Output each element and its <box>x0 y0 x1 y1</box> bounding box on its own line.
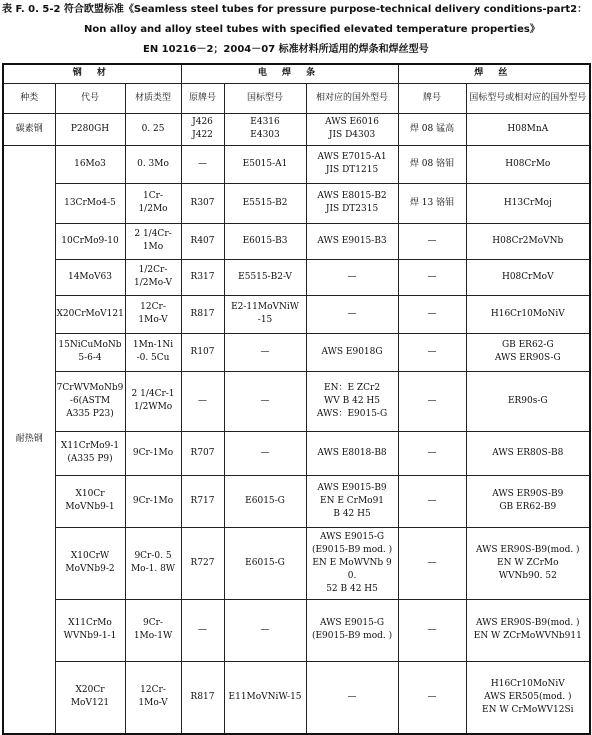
column-header-wire-grade: 牌号 <box>398 83 466 113</box>
cell-material-type: 9Cr-0. 5 Mo-1. 8W <box>125 527 181 599</box>
cell-material-type: 2 1/4Cr-1 1/2WMo <box>125 371 181 431</box>
cell-material-type: 9Cr-1Mo <box>125 431 181 475</box>
cell-wire-model: GB ER62-G AWS ER90S-G <box>466 333 590 371</box>
cell-original-grade: R407 <box>181 223 224 259</box>
cell-wire-model: AWS ER90S-B9 GB ER62-B9 <box>466 475 590 527</box>
cell-gb-model: E5015-A1 <box>224 145 306 183</box>
cell-material-type: 0. 25 <box>125 113 181 145</box>
cell-code: 13CrMo4-5 <box>55 183 125 223</box>
cell-wire-grade: 焊 08 锰高 <box>398 113 466 145</box>
cell-code: X20CrMoV121 <box>55 295 125 333</box>
cell-original-grade: J426 J422 <box>181 113 224 145</box>
cell-wire-model: H08Cr2MoVNb <box>466 223 590 259</box>
cell-wire-model: ER90s-G <box>466 371 590 431</box>
cell-wire-model: AWS ER80S-B8 <box>466 431 590 475</box>
cell-wire-grade: — <box>398 661 466 734</box>
column-header-category: 种类 <box>3 83 55 113</box>
cell-wire-grade: — <box>398 259 466 295</box>
cell-foreign-model: AWS E9015-B3 <box>306 223 398 259</box>
column-header-code: 代号 <box>55 83 125 113</box>
cell-original-grade: R317 <box>181 259 224 295</box>
cell-material-type: 12Cr- 1Mo-V <box>125 661 181 734</box>
cell-material-type: 2 1/4Cr- 1Mo <box>125 223 181 259</box>
category-cell-carbon-steel: 碳素钢 <box>3 113 55 145</box>
table-row <box>3 333 590 371</box>
cell-material-type: 9Cr-1Mo <box>125 475 181 527</box>
cell-code: P280GH <box>55 113 125 145</box>
table-caption-line-2: Non alloy and alloy steel tubes with specified elevated temperature properties》 <box>84 24 540 35</box>
cell-foreign-model: — <box>306 661 398 734</box>
cell-original-grade: R717 <box>181 475 224 527</box>
cell-original-grade: — <box>181 599 224 661</box>
column-header-row <box>3 83 590 113</box>
cell-gb-model: E5515-B2 <box>224 183 306 223</box>
cell-gb-model: E4316 E4303 <box>224 113 306 145</box>
cell-code: X20Cr MoV121 <box>55 661 125 734</box>
cell-code: X11CrMo9-1 (A335 P9) <box>55 431 125 475</box>
cell-original-grade: R107 <box>181 333 224 371</box>
cell-wire-grade: — <box>398 599 466 661</box>
cell-original-grade: R307 <box>181 183 224 223</box>
cell-foreign-model: AWS E9015-B9 EN E CrMo91 B 42 H5 <box>306 475 398 527</box>
cell-wire-model: AWS ER90S-B9(mod. ) EN W ZCrMo WVNb90. 52 <box>466 527 590 599</box>
cell-original-grade: — <box>181 371 224 431</box>
cell-gb-model: E11MoVNiW-15 <box>224 661 306 734</box>
cell-foreign-model: — <box>306 295 398 333</box>
column-header-foreign-model: 相对应的国外型号 <box>306 83 398 113</box>
cell-wire-model: H13CrMoj <box>466 183 590 223</box>
cell-code: 10CrMo9-10 <box>55 223 125 259</box>
cell-wire-model: H16Cr10MoNiV <box>466 295 590 333</box>
column-header-material-type: 材质类型 <box>125 83 181 113</box>
cell-material-type: 1Cr- 1/2Mo <box>125 183 181 223</box>
cell-gb-model: — <box>224 333 306 371</box>
cell-wire-grade: — <box>398 333 466 371</box>
cell-foreign-model: EN：E ZCr2 WV B 42 H5 AWS：E9015-G <box>306 371 398 431</box>
cell-foreign-model: — <box>306 259 398 295</box>
cell-original-grade: — <box>181 145 224 183</box>
cell-code: X10Cr MoVNb9-1 <box>55 475 125 527</box>
cell-material-type: 0. 3Mo <box>125 145 181 183</box>
cell-gb-model: — <box>224 599 306 661</box>
cell-foreign-model: AWS E8018-B8 <box>306 431 398 475</box>
table-row <box>3 295 590 333</box>
cell-gb-model: E2-11MoVNiW -15 <box>224 295 306 333</box>
cell-code: 7CrWVMoNb9 -6(ASTM A335 P23) <box>55 371 125 431</box>
table-row <box>3 183 590 223</box>
cell-code: 16Mo3 <box>55 145 125 183</box>
cell-wire-model: AWS ER90S-B9(mod. ) EN W ZCrMoWVNb911 <box>466 599 590 661</box>
cell-wire-grade: — <box>398 431 466 475</box>
cell-material-type: 1Mn-1Ni -0. 5Cu <box>125 333 181 371</box>
cell-code: X11CrMo WVNb9-1-1 <box>55 599 125 661</box>
cell-wire-model: H08CrMoV <box>466 259 590 295</box>
table-caption-line-3: EN 10216－2；2004－07 标准材料所适用的焊条和焊丝型号 <box>143 44 429 55</box>
cell-material-type: 1/2Cr- 1/2Mo-V <box>125 259 181 295</box>
cell-gb-model: E5515-B2-V <box>224 259 306 295</box>
cell-original-grade: R727 <box>181 527 224 599</box>
cell-gb-model: E6015-G <box>224 527 306 599</box>
column-header-gb-model: 国标型号 <box>224 83 306 113</box>
cell-gb-model: E6015-B3 <box>224 223 306 259</box>
table-row <box>3 223 590 259</box>
cell-foreign-model: AWS E6016 JIS D4303 <box>306 113 398 145</box>
cell-material-type: 12Cr- 1Mo-V <box>125 295 181 333</box>
cell-code: X10CrW MoVNb9-2 <box>55 527 125 599</box>
cell-code: 14MoV63 <box>55 259 125 295</box>
group-header-electrode: 电 焊 条 <box>181 64 398 83</box>
table-row <box>3 661 590 734</box>
group-header-steel: 钢 材 <box>3 64 181 83</box>
welding-material-table <box>2 63 591 735</box>
cell-original-grade: R707 <box>181 431 224 475</box>
column-header-wire-model: 国标型号或相对应的国外型号 <box>466 83 590 113</box>
table-row <box>3 599 590 661</box>
table-row <box>3 475 590 527</box>
cell-wire-grade: — <box>398 527 466 599</box>
cell-wire-grade: 焊 13 铬钼 <box>398 183 466 223</box>
cell-wire-grade: — <box>398 223 466 259</box>
cell-foreign-model: AWS E7015-A1 JIS DT1215 <box>306 145 398 183</box>
cell-foreign-model: AWS E8015-B2 JIS DT2315 <box>306 183 398 223</box>
cell-wire-model: H16Cr10MoNiV AWS ER505(mod. ) EN W CrMoWV12Si <box>466 661 590 734</box>
table-row <box>3 371 590 431</box>
table-row <box>3 113 590 145</box>
cell-original-grade: R817 <box>181 661 224 734</box>
group-header-row <box>3 64 590 83</box>
cell-foreign-model: AWS E9018G <box>306 333 398 371</box>
cell-foreign-model: AWS E9015-G (E9015-B9 mod. ) <box>306 599 398 661</box>
category-cell-heat-resistant-steel: 耐热钢 <box>3 145 55 734</box>
cell-original-grade: R817 <box>181 295 224 333</box>
cell-gb-model: E6015-G <box>224 475 306 527</box>
cell-wire-grade: — <box>398 295 466 333</box>
table-row <box>3 259 590 295</box>
cell-wire-grade: — <box>398 475 466 527</box>
table-row <box>3 527 590 599</box>
cell-material-type: 9Cr- 1Mo-1W <box>125 599 181 661</box>
cell-wire-model: H08CrMo <box>466 145 590 183</box>
cell-code: 15NiCuMoNb 5-6-4 <box>55 333 125 371</box>
cell-gb-model: — <box>224 371 306 431</box>
cell-wire-model: H08MnA <box>466 113 590 145</box>
cell-wire-grade: 焊 08 铬钼 <box>398 145 466 183</box>
table-caption-line-1: 表 F. 0. 5-2 符合欧盟标准《Seamless steel tubes for pressure purpose-technical delivery conditions-part2： <box>2 4 588 15</box>
table-row <box>3 431 590 475</box>
cell-gb-model: — <box>224 431 306 475</box>
cell-wire-grade: — <box>398 371 466 431</box>
column-header-original-grade: 原牌号 <box>181 83 224 113</box>
group-header-wire: 焊 丝 <box>398 64 590 83</box>
table-row <box>3 145 590 183</box>
cell-foreign-model: AWS E9015-G (E9015-B9 mod. ) EN E MoWVNb 9 0. 52 B 42 H5 <box>306 527 398 599</box>
